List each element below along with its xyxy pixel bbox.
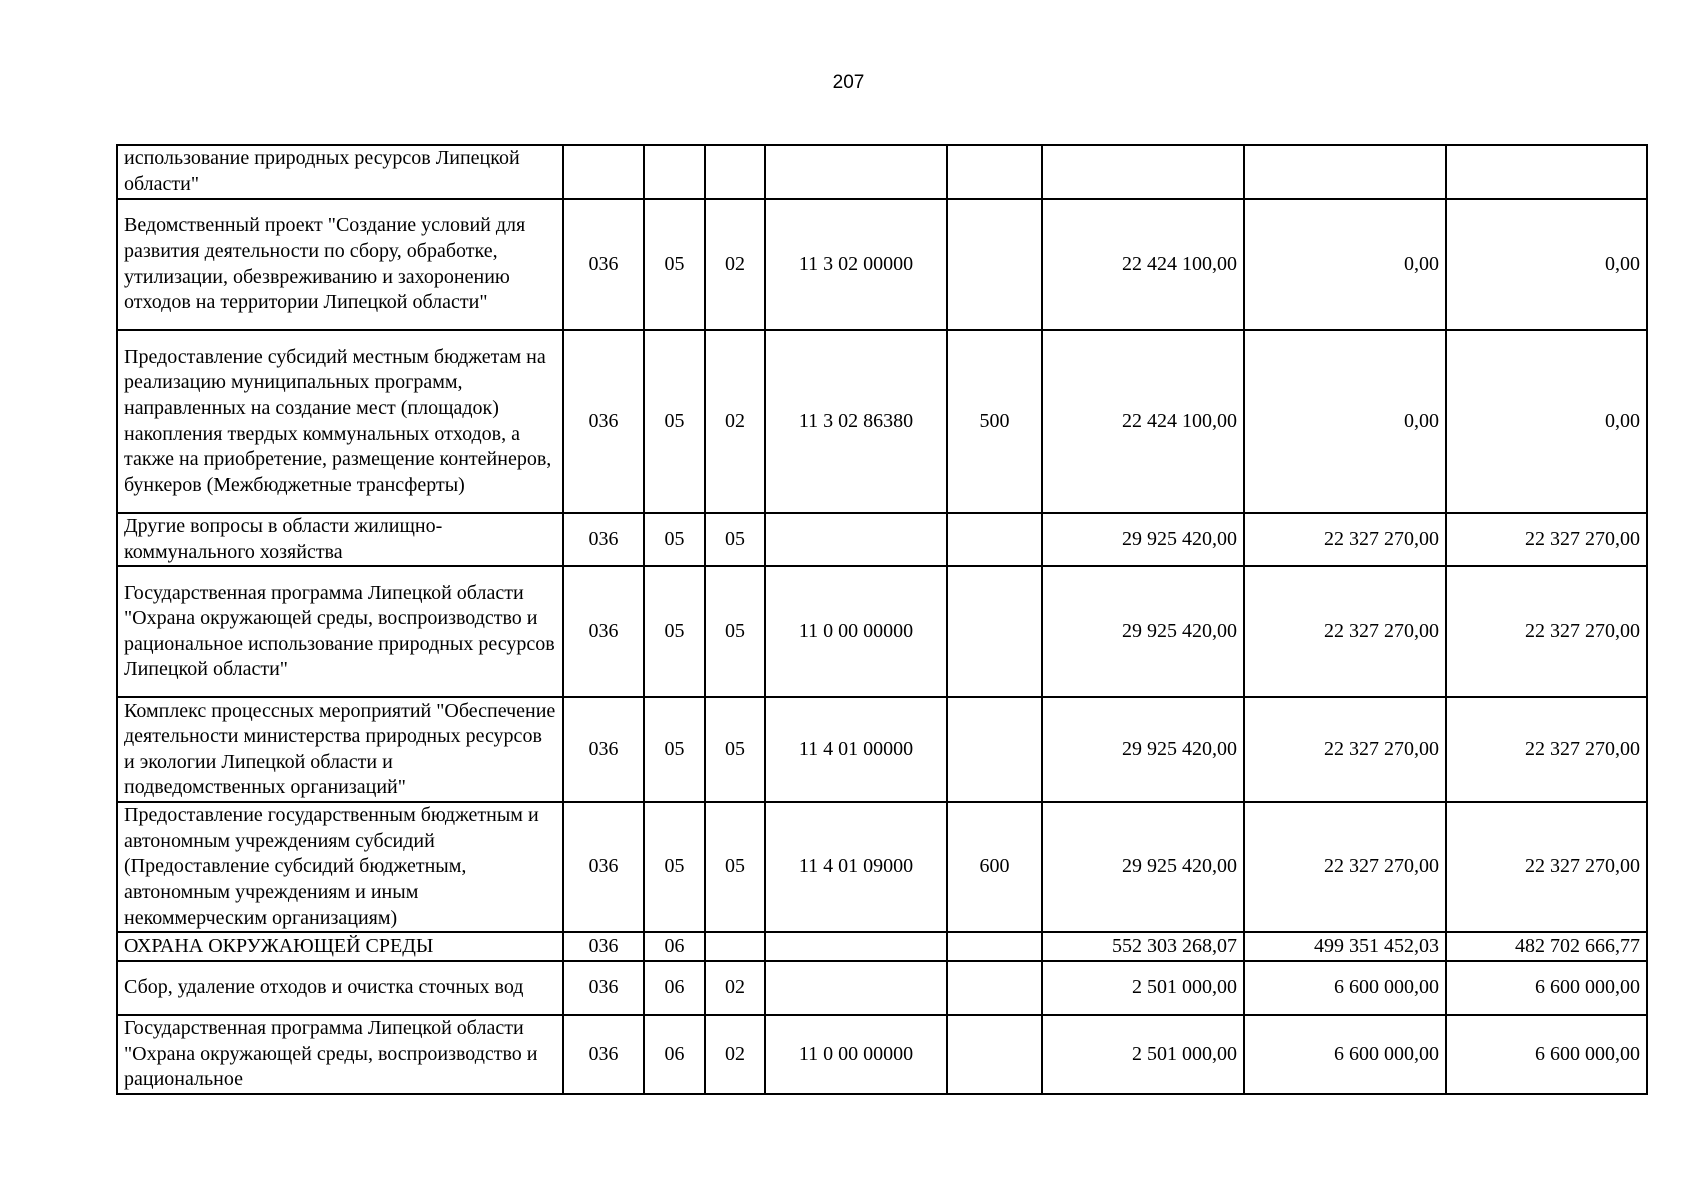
podrazdel-cell: 02 [705, 330, 765, 513]
amount-year2-cell: 6 600 000,00 [1244, 961, 1446, 1015]
row-name-cell: Сбор, удаление отходов и очистка сточных вод [117, 961, 563, 1015]
row-name-cell: Комплекс процессных мероприятий "Обеспечение деятельности министерства природных ресурсов и экологии Липецкой области и подведомственных организаций" [117, 697, 563, 802]
row-name-cell: Предоставление субсидий местным бюджетам на реализацию муниципальных программ, направленных на создание мест (площадок) накопления твердых коммунальных отходов, а также на приобретение, размещение контейнеров, бункеров (Межбюджетные трансферты) [117, 330, 563, 513]
podrazdel-cell: 02 [705, 961, 765, 1015]
podrazdel-cell: 02 [705, 199, 765, 330]
glava-cell: 036 [563, 802, 644, 932]
razdel-cell: 06 [644, 961, 705, 1015]
target-article-cell [765, 932, 947, 961]
amount-year1-cell [1042, 145, 1244, 199]
razdel-cell: 05 [644, 199, 705, 330]
target-article-cell: 11 4 01 09000 [765, 802, 947, 932]
amount-year1-cell: 552 303 268,07 [1042, 932, 1244, 961]
amount-year3-cell: 22 327 270,00 [1446, 802, 1647, 932]
razdel-cell: 05 [644, 330, 705, 513]
amount-year2-cell: 22 327 270,00 [1244, 566, 1446, 697]
amount-year1-cell: 29 925 420,00 [1042, 802, 1244, 932]
amount-year2-cell: 22 327 270,00 [1244, 802, 1446, 932]
expense-type-cell [947, 566, 1042, 697]
target-article-cell [765, 513, 947, 566]
row-name-cell: Предоставление государственным бюджетным и автономным учреждениям субсидий (Предоставление субсидий бюджетным, автономным учреждениям и иным некоммерческим организациям) [117, 802, 563, 932]
amount-year3-cell: 0,00 [1446, 199, 1647, 330]
podrazdel-cell: 05 [705, 513, 765, 566]
expense-type-cell [947, 932, 1042, 961]
amount-year3-cell: 6 600 000,00 [1446, 961, 1647, 1015]
expense-type-cell [947, 199, 1042, 330]
amount-year3-cell: 22 327 270,00 [1446, 513, 1647, 566]
table-row [117, 1015, 1647, 1094]
target-article-cell: 11 3 02 86380 [765, 330, 947, 513]
target-article-cell: 11 0 00 00000 [765, 566, 947, 697]
podrazdel-cell: 02 [705, 1015, 765, 1094]
expense-type-cell: 600 [947, 802, 1042, 932]
amount-year1-cell: 29 925 420,00 [1042, 566, 1244, 697]
amount-year1-cell: 22 424 100,00 [1042, 199, 1244, 330]
razdel-cell: 05 [644, 802, 705, 932]
amount-year1-cell: 2 501 000,00 [1042, 1015, 1244, 1094]
table-row [117, 961, 1647, 1015]
expense-type-cell [947, 1015, 1042, 1094]
amount-year1-cell: 29 925 420,00 [1042, 513, 1244, 566]
glava-cell: 036 [563, 1015, 644, 1094]
amount-year3-cell: 482 702 666,77 [1446, 932, 1647, 961]
amount-year2-cell: 6 600 000,00 [1244, 1015, 1446, 1094]
razdel-cell: 06 [644, 1015, 705, 1094]
expense-type-cell [947, 697, 1042, 802]
row-name-cell: ОХРАНА ОКРУЖАЮЩЕЙ СРЕДЫ [117, 932, 563, 961]
amount-year1-cell: 2 501 000,00 [1042, 961, 1244, 1015]
amount-year3-cell: 22 327 270,00 [1446, 697, 1647, 802]
amount-year3-cell: 6 600 000,00 [1446, 1015, 1647, 1094]
podrazdel-cell: 05 [705, 566, 765, 697]
podrazdel-cell [705, 932, 765, 961]
row-name-cell: Другие вопросы в области жилищно-коммунального хозяйства [117, 513, 563, 566]
row-name-cell: использование природных ресурсов Липецкой области" [117, 145, 563, 199]
expense-type-cell: 500 [947, 330, 1042, 513]
table-row [117, 566, 1647, 697]
podrazdel-cell [705, 145, 765, 199]
glava-cell: 036 [563, 932, 644, 961]
amount-year2-cell: 0,00 [1244, 199, 1446, 330]
glava-cell: 036 [563, 961, 644, 1015]
amount-year3-cell: 0,00 [1446, 330, 1647, 513]
glava-cell: 036 [563, 697, 644, 802]
razdel-cell: 05 [644, 513, 705, 566]
razdel-cell: 06 [644, 932, 705, 961]
target-article-cell: 11 4 01 00000 [765, 697, 947, 802]
glava-cell: 036 [563, 199, 644, 330]
budget-table [116, 144, 1648, 1095]
target-article-cell [765, 961, 947, 1015]
amount-year3-cell [1446, 145, 1647, 199]
podrazdel-cell: 05 [705, 697, 765, 802]
amount-year1-cell: 22 424 100,00 [1042, 330, 1244, 513]
table-row [117, 513, 1647, 566]
glava-cell: 036 [563, 330, 644, 513]
razdel-cell: 05 [644, 697, 705, 802]
amount-year2-cell: 22 327 270,00 [1244, 697, 1446, 802]
amount-year2-cell: 499 351 452,03 [1244, 932, 1446, 961]
expense-type-cell [947, 513, 1042, 566]
razdel-cell: 05 [644, 566, 705, 697]
glava-cell [563, 145, 644, 199]
amount-year2-cell: 0,00 [1244, 330, 1446, 513]
podrazdel-cell: 05 [705, 802, 765, 932]
table-row [117, 330, 1647, 513]
amount-year1-cell: 29 925 420,00 [1042, 697, 1244, 802]
target-article-cell [765, 145, 947, 199]
target-article-cell: 11 0 00 00000 [765, 1015, 947, 1094]
expense-type-cell [947, 961, 1042, 1015]
row-name-cell: Ведомственный проект "Создание условий для развития деятельности по сбору, обработке, утилизации, обезвреживанию и захоронению отходов на территории Липецкой области" [117, 199, 563, 330]
amount-year2-cell [1244, 145, 1446, 199]
target-article-cell: 11 3 02 00000 [765, 199, 947, 330]
amount-year3-cell: 22 327 270,00 [1446, 566, 1647, 697]
row-name-cell: Государственная программа Липецкой области "Охрана окружающей среды, воспроизводство и рациональное использование природных ресурсов Липецкой области" [117, 566, 563, 697]
table-body [117, 145, 1647, 1094]
row-name-cell: Государственная программа Липецкой области "Охрана окружающей среды, воспроизводство и рациональное [117, 1015, 563, 1094]
table-row [117, 145, 1647, 199]
expense-type-cell [947, 145, 1042, 199]
table-row [117, 932, 1647, 961]
table-row [117, 697, 1647, 802]
page-number: 207 [832, 72, 865, 93]
glava-cell: 036 [563, 566, 644, 697]
table-row [117, 199, 1647, 330]
razdel-cell [644, 145, 705, 199]
glava-cell: 036 [563, 513, 644, 566]
amount-year2-cell: 22 327 270,00 [1244, 513, 1446, 566]
table-row [117, 802, 1647, 932]
